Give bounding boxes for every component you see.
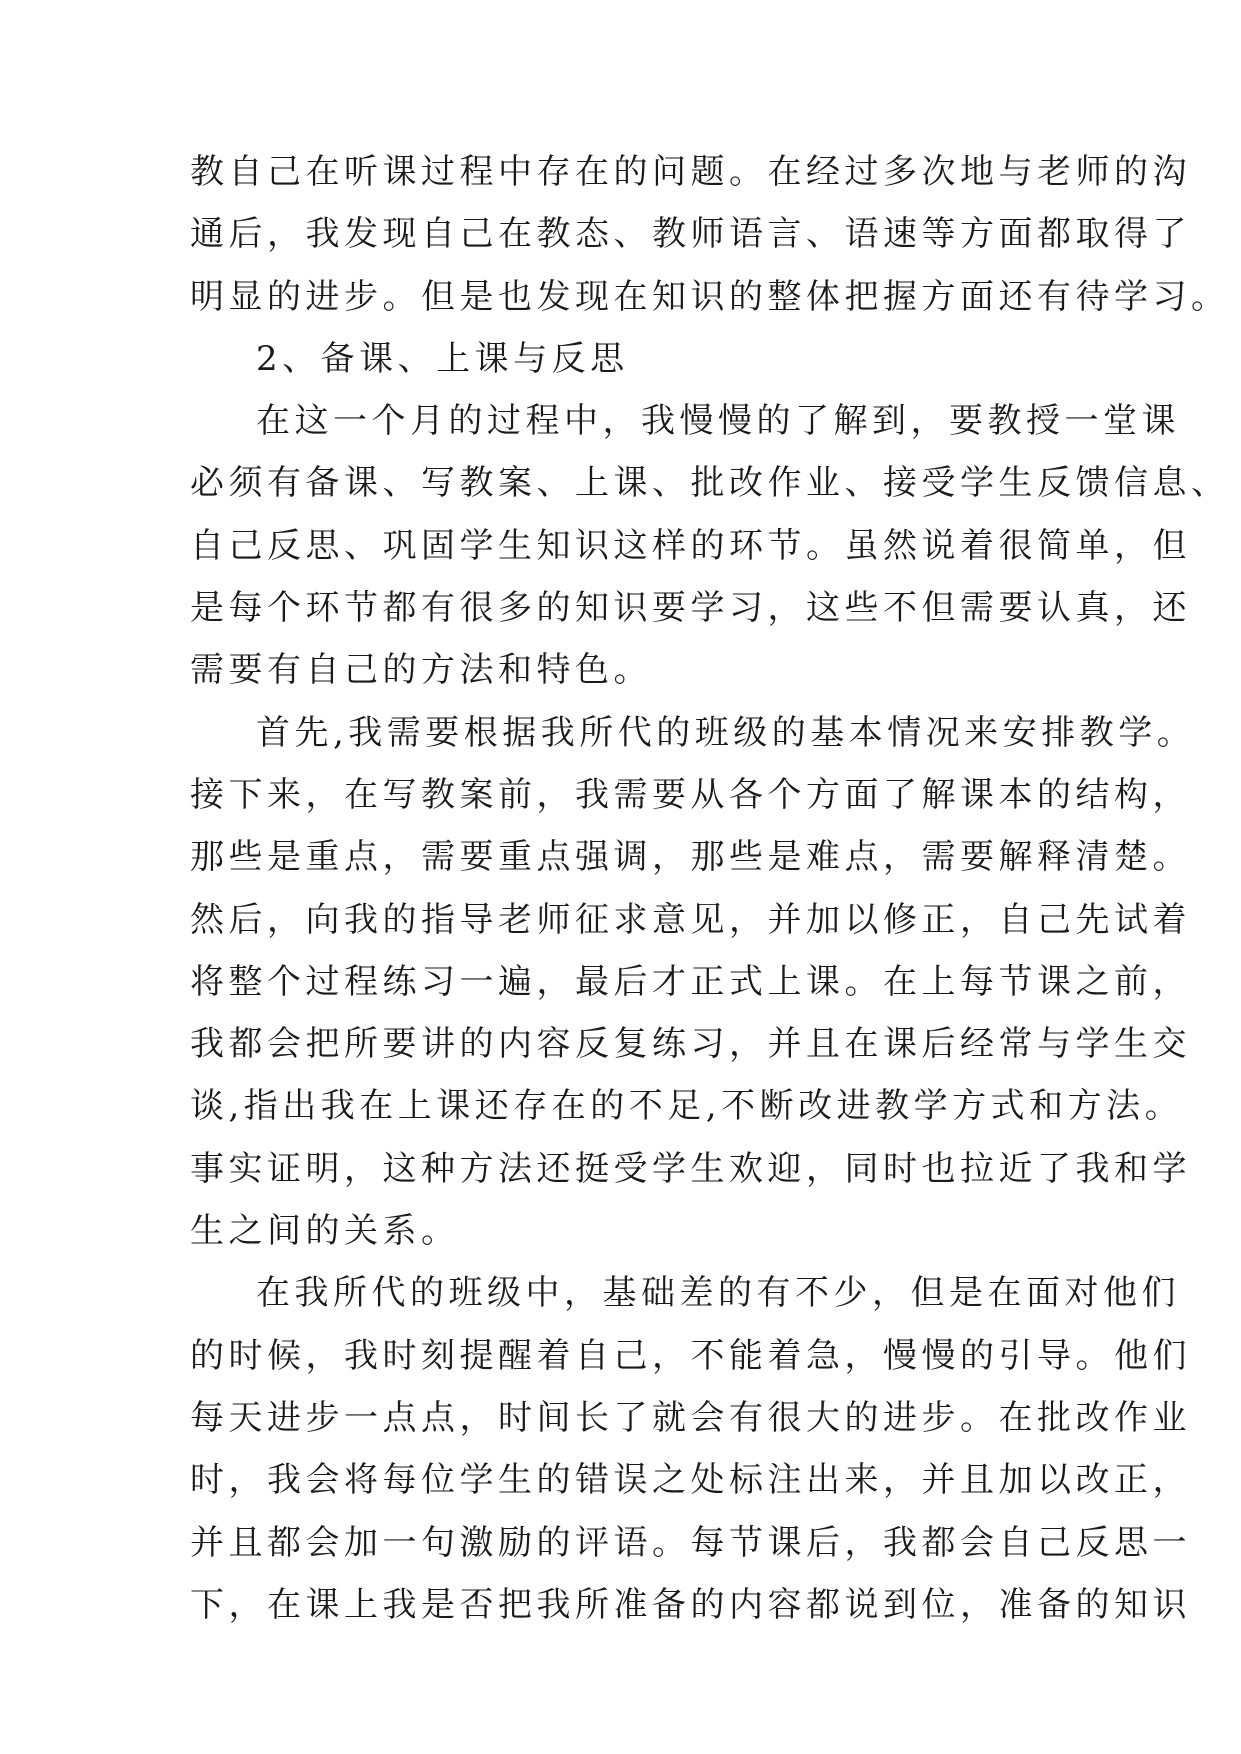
- text-line: 自己反思、巩固学生知识这样的环节。虽然说着很简单，但: [190, 525, 1191, 566]
- text-line: 接下来，在写教案前，我需要从各个方面了解课本的结构，: [190, 774, 1191, 815]
- text-line: 在这一个月的过程中，我慢慢的了解到，要教授一堂课: [256, 401, 1180, 442]
- text-line: 谈,指出我在上课还存在的不足,不断改进教学方式和方法。: [190, 1086, 1184, 1127]
- text-line: 将整个过程练习一遍，最后才正式上课。在上每节课之前，: [190, 961, 1191, 1002]
- text-line: 那些是重点，需要重点强调，那些是难点，需要解释清楚。: [190, 837, 1191, 878]
- text-line: 时，我会将每位学生的错误之处标注出来，并且加以改正，: [190, 1460, 1191, 1501]
- document-body: [190, 148, 1230, 1643]
- text-line: 下，在课上我是否把我所准备的内容都说到位，准备的知识: [190, 1584, 1191, 1625]
- text-line: 我都会把所要讲的内容反复练习，并且在课后经常与学生交: [190, 1024, 1191, 1065]
- text-line: 首先,我需要根据我所代的班级的基本情况来安排教学。: [256, 712, 1196, 753]
- text-line: 并且都会加一句激励的评语。每节课后，我都会自己反思一: [190, 1522, 1191, 1563]
- text-line: 需要有自己的方法和特色。: [190, 650, 652, 691]
- text-line: 必须有备课、写教案、上课、批改作业、接受学生反馈信息、: [190, 463, 1230, 504]
- text-line: 教自己在听课过程中存在的问题。在经过多次地与老师的沟: [190, 152, 1191, 192]
- text-line: 是每个环节都有很多的知识要学习，这些不但需要认真，还: [190, 588, 1191, 629]
- text-line: 明显的进步。但是也发现在知识的整体把握方面还有待学习。: [190, 276, 1230, 317]
- text-line: 在我所代的班级中，基础差的有不少，但是在面对他们: [256, 1273, 1180, 1314]
- text-line: 事实证明，这种方法还挺受学生欢迎，同时也拉近了我和学: [190, 1148, 1191, 1189]
- text-line: 通后，我发现自己在教态、教师语言、语速等方面都取得了: [190, 214, 1191, 255]
- text-line: 每天进步一点点，时间长了就会有很大的进步。在批改作业: [190, 1397, 1191, 1438]
- text-line: 的时候，我时刻提醒着自己，不能着急，慢慢的引导。他们: [190, 1335, 1191, 1376]
- text-line: 然后，向我的指导老师征求意见，并加以修正，自己先试着: [190, 899, 1191, 940]
- text-line: 生之间的关系。: [190, 1211, 460, 1252]
- section-heading: 2、备课、上课与反思: [256, 338, 629, 379]
